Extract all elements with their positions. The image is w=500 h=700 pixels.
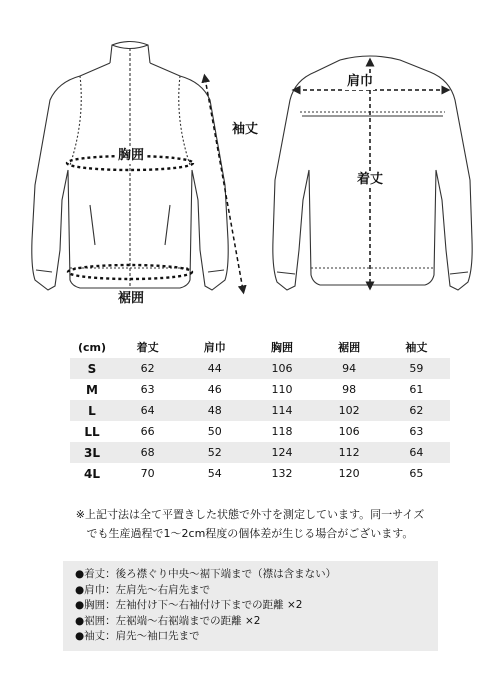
cell: 118 — [271, 425, 293, 438]
legend-item: ●着丈：後ろ襟ぐり中央〜裾下端まで（襟は含まない） — [75, 568, 337, 580]
table-row — [70, 463, 450, 484]
cell: 44 — [181, 358, 248, 379]
cell: 63 — [140, 383, 155, 396]
cell: 98 — [342, 383, 357, 396]
chest-label: 胸囲 — [118, 148, 145, 163]
cell: 106 — [248, 358, 315, 379]
cell: 62 — [383, 400, 450, 421]
cell: 114 — [248, 400, 315, 421]
cell: 106 — [338, 425, 360, 438]
table-row — [70, 442, 450, 463]
header-shoulder: 肩巾 — [203, 341, 226, 354]
size-name: L — [70, 400, 114, 421]
table-row — [70, 421, 450, 442]
size-name: S — [70, 358, 114, 379]
cell: 112 — [316, 442, 383, 463]
cell: 64 — [114, 400, 181, 421]
cell: 64 — [383, 442, 450, 463]
header-hem: 裾囲 — [338, 341, 361, 354]
note-line: ※上記寸法は全て平置きした状態で外寸を測定しています。同一サイズ — [75, 508, 425, 521]
cell: 132 — [271, 467, 293, 480]
cell: 110 — [271, 383, 293, 396]
cell: 63 — [409, 425, 424, 438]
header-sleeve: 袖丈 — [405, 341, 428, 354]
front-jacket — [32, 42, 228, 291]
size-name: M — [86, 382, 98, 397]
cell: 46 — [207, 383, 222, 396]
cell: 94 — [316, 358, 383, 379]
sleeve-label: 袖丈 — [232, 122, 259, 137]
measurement-legend — [63, 561, 438, 651]
table-row — [70, 379, 450, 400]
cell: 124 — [248, 442, 315, 463]
legend-item: ●肩巾：左肩先〜右肩先まで — [75, 583, 211, 596]
size-name: 3L — [70, 442, 114, 463]
table-row — [70, 400, 450, 421]
cell: 59 — [383, 358, 450, 379]
legend-item: ●裾囲：左裾端〜右裾端までの距離 ×2 — [75, 614, 261, 627]
cell: 61 — [409, 383, 424, 396]
hem-label: 裾囲 — [118, 291, 145, 306]
header-length: 着丈 — [136, 341, 159, 354]
shoulder-label: 肩巾 — [347, 74, 374, 89]
header-chest: 胸囲 — [270, 341, 293, 354]
length-label: 着丈 — [357, 172, 384, 187]
cell: 102 — [316, 400, 383, 421]
measurement-note — [40, 505, 460, 543]
measurement-diagram — [0, 0, 500, 315]
size-name: LL — [84, 424, 100, 439]
cell: 50 — [207, 425, 222, 438]
size-table — [70, 336, 450, 484]
cell: 54 — [207, 467, 222, 480]
legend-item: ●胸囲：左袖付け下〜右袖付け下までの距離 ×2 — [75, 599, 303, 611]
unit-label: (cm) — [77, 340, 107, 354]
note-line: でも生産過程で1〜2cm程度の個体差が生じる場合がございます。 — [86, 527, 414, 540]
legend-item: ●袖丈：肩先〜袖口先まで — [75, 630, 200, 642]
cell: 65 — [409, 467, 424, 480]
cell: 48 — [181, 400, 248, 421]
cell: 120 — [338, 467, 360, 480]
cell: 52 — [181, 442, 248, 463]
cell: 66 — [140, 425, 155, 438]
cell: 68 — [114, 442, 181, 463]
cell: 62 — [114, 358, 181, 379]
jacket-illustration — [0, 0, 500, 315]
table-row — [70, 358, 450, 379]
cell: 70 — [140, 467, 155, 480]
table-header-row — [70, 336, 450, 358]
size-name: 4L — [84, 466, 100, 481]
